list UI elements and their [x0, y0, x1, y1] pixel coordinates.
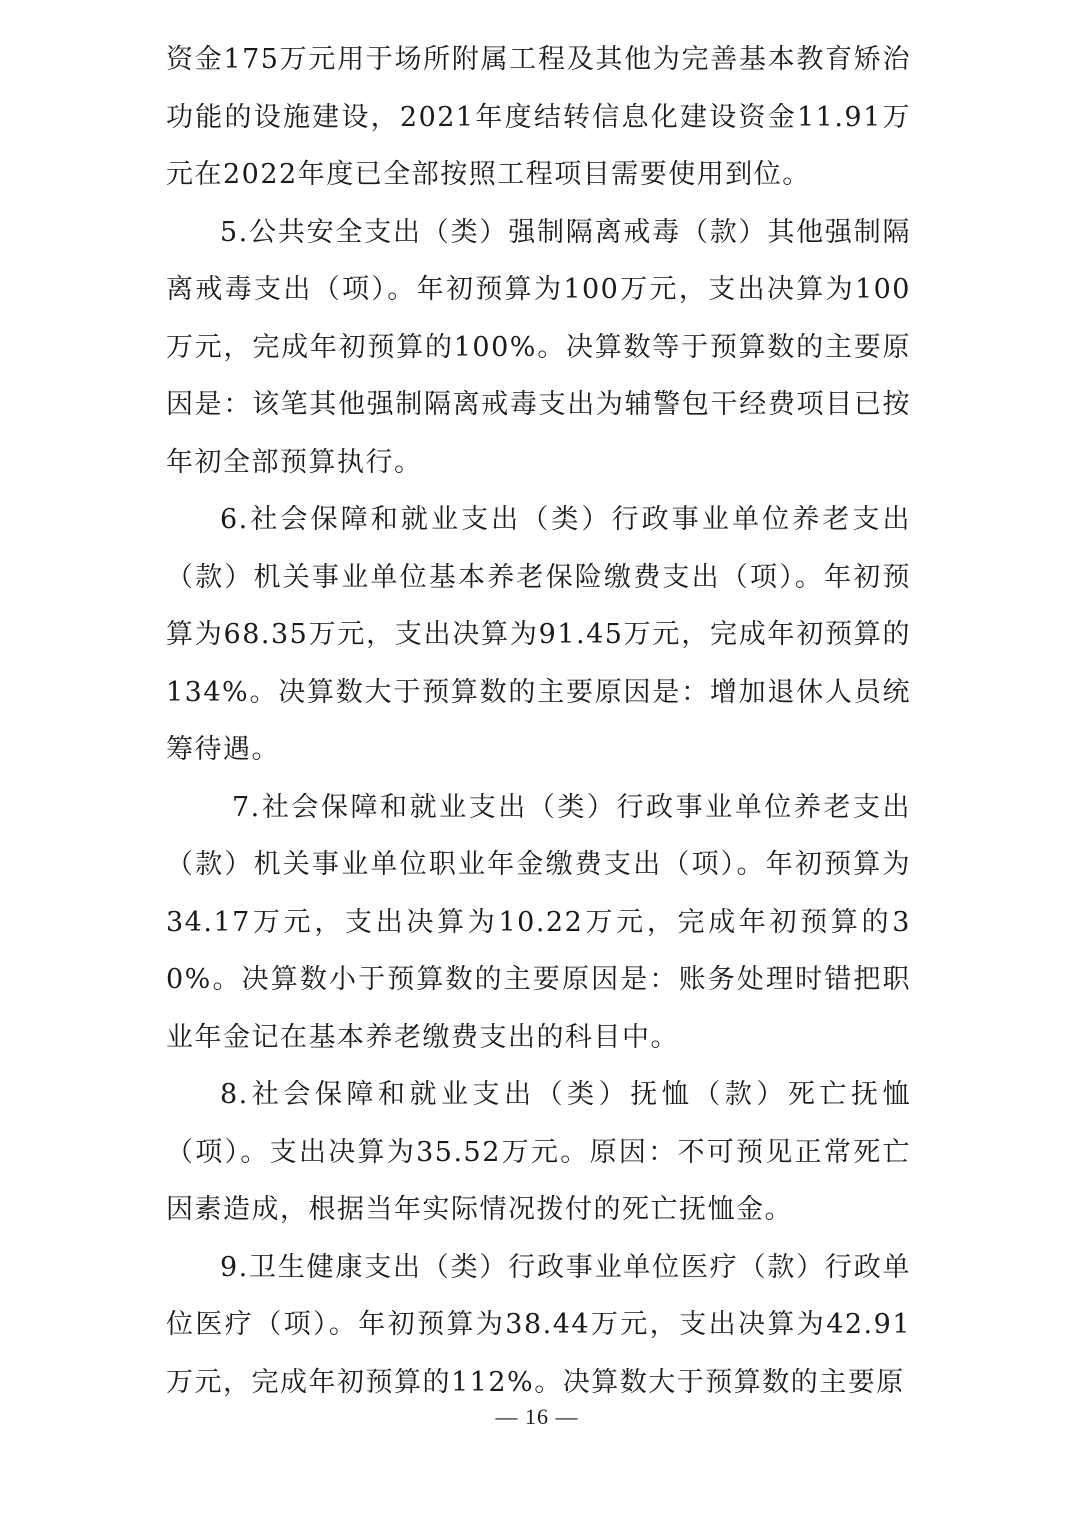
paragraph-item-5: 5.公共安全支出（类）强制隔离戒毒（款）其他强制隔离戒毒支出（项）。年初预算为100万元，支出决算为100万元，完成年初预算的100%。决算数等于预算数的主要原因是：该笔其他强制隔离戒毒支出为辅警包干经费项目已按年初全部预算执行。 — [166, 216, 911, 478]
paragraph-continued: 资金175万元用于场所附属工程及其他为完善基本教育矫治功能的设施建设，2021年度结转信息化建设资金11.91万元在2022年度已全部按照工程项目需要使用到位。 — [166, 44, 911, 190]
paragraph-item-7: 7.社会保障和就业支出（类）行政事业单位养老支出（款）机关事业单位职业年金缴费支出（项）。年初预算为34.17万元，支出决算为10.22万元，完成年初预算的30%。决算数小于预算数的主要原因是：账务处理时错把职业年金记在基本养老缴费支出的科目中。 — [166, 791, 911, 1053]
paragraph-item-8: 8.社会保障和就业支出（类）抚恤（款）死亡抚恤（项）。支出决算为35.52万元。原因：不可预见正常死亡因素造成，根据当年实际情况拨付的死亡抚恤金。 — [166, 1079, 911, 1225]
document-body — [166, 31, 911, 1411]
page-number: — 16 — — [495, 1404, 579, 1429]
paragraph-item-6: 6.社会保障和就业支出（类）行政事业单位养老支出（款）机关事业单位基本养老保险缴费支出（项）。年初预算为68.35万元，支出决算为91.45万元，完成年初预算的134%。决算数大于预算数的主要原因是：增加退休人员统筹待遇。 — [166, 504, 911, 765]
paragraph-item-9: 9.卫生健康支出（类）行政事业单位医疗（款）行政单位医疗（项）。年初预算为38.44万元，支出决算为42.91万元，完成年初预算的112%。决算数大于预算数的主要原 — [166, 1251, 911, 1398]
